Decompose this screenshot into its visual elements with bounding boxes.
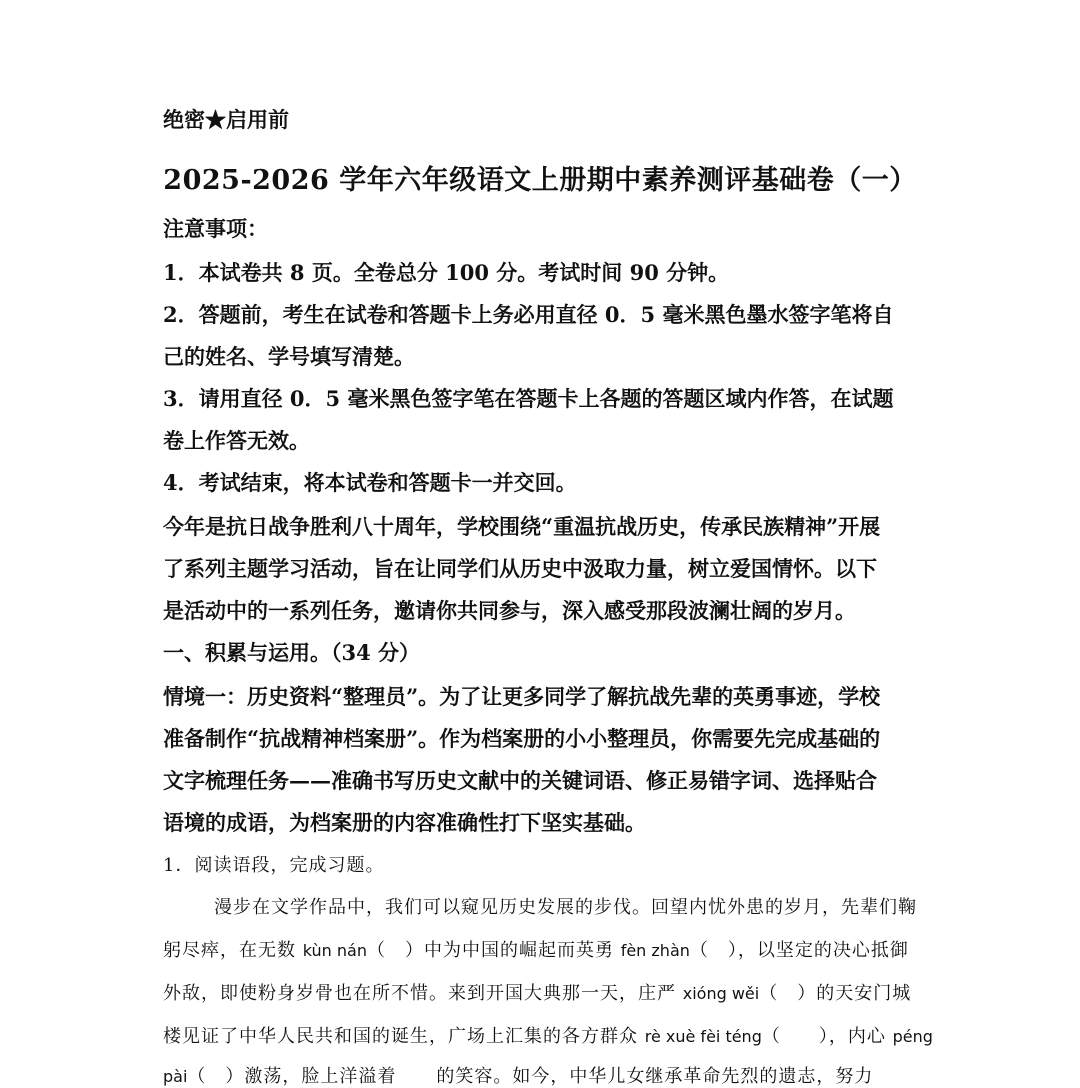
notice-item-4: 4．考试结束，将本试卷和答题卡一并交回。 (163, 470, 577, 495)
scenario-line-1: 情境一：历史资料“整理员”。为了让更多同学了解抗战先辈的英勇事迹，学校 (163, 684, 881, 709)
passage-text: （ ），以坚定的决心抵御 (689, 940, 909, 961)
passage-line-4 (163, 1022, 933, 1048)
confidential-mark: 绝密★启用前 (163, 107, 289, 132)
notice-item-1: 1．本试卷共 8 页。全卷总分 100 分。考试时间 90 分钟。 (163, 260, 730, 285)
passage-text: 的笑容。如今，中华儿女继承革命先烈的遗志，努力 (436, 1066, 874, 1087)
passage-text: 躬尽瘁，在无数 (163, 940, 303, 961)
passage-text: （ ）中为中国的崛起而英勇 (366, 940, 621, 961)
notice-item-2-line-1: 2．答题前，考生在试卷和答题卡上务必用直径 0．5 毫米黑色墨水签字笔将自 (163, 302, 894, 327)
pinyin-kunnan: kùn nán (302, 941, 367, 960)
intro-line-1: 今年是抗日战争胜利八十周年，学校围绕“重温抗战历史，传承民族精神”开展 (163, 514, 881, 539)
passage-text: 楼见证了中华人民共和国的诞生，广场上汇集的各方群众 (163, 1026, 645, 1047)
passage-text: （ ）的天安门城 (759, 983, 912, 1004)
scenario-line-2: 准备制作“抗战精神档案册”。作为档案册的小小整理员，你需要先完成基础的 (163, 726, 881, 751)
pinyin-fenzhan: fèn zhàn (620, 941, 690, 960)
pinyin-peng: péng (892, 1027, 933, 1046)
scenario-line-3: 文字梳理任务——准确书写历史文献中的关键词语、修正易错字词、选择贴合 (163, 768, 877, 793)
notice-heading: 注意事项： (163, 216, 268, 241)
passage-text: 外敌，即使粉身岁骨也在所不惜。来到开国大典那一天，庄严 (163, 983, 683, 1004)
passage-line-3 (163, 979, 911, 1005)
intro-line-3: 是活动中的一系列任务，邀请你共同参与，深入感受那段波澜壮阔的岁月。 (163, 598, 856, 623)
passage-text: （ ）激荡，脸上洋溢着 (187, 1066, 397, 1087)
passage-line-2 (163, 936, 909, 962)
notice-item-2-line-2: 己的姓名、学号填写清楚。 (163, 344, 415, 369)
pinyin-pai: pài (163, 1067, 188, 1086)
scenario-line-4: 语境的成语，为档案册的内容准确性打下坚实基础。 (163, 810, 646, 835)
notice-item-3-line-2: 卷上作答无效。 (163, 428, 310, 453)
passage-text: （ ），内心 (761, 1026, 893, 1047)
question-1-prompt: 1．阅读语段，完成习题。 (163, 855, 385, 876)
passage-line-1: 漫步在文学作品中，我们可以窥见历史发展的步伐。回望内忧外患的岁月，先辈们鞠 (214, 897, 917, 918)
section-1-heading: 一、积累与运用。（34 分） (163, 640, 421, 665)
intro-line-2: 了系列主题学习活动，旨在让同学们从历史中汲取力量，树立爱国情怀。以下 (163, 556, 877, 581)
notice-item-3-line-1: 3．请用直径 0．5 毫米黑色签字笔在答题卡上各题的答题区域内作答，在试题 (163, 386, 894, 411)
pinyin-rexuefeiteng: rè xuè fèi téng (644, 1027, 762, 1046)
exam-title: 2025-2026 学年六年级语文上册期中素养测评基础卷（一） (163, 165, 917, 196)
pinyin-xiongwei: xióng wěi (682, 984, 760, 1003)
passage-line-5 (163, 1062, 873, 1088)
